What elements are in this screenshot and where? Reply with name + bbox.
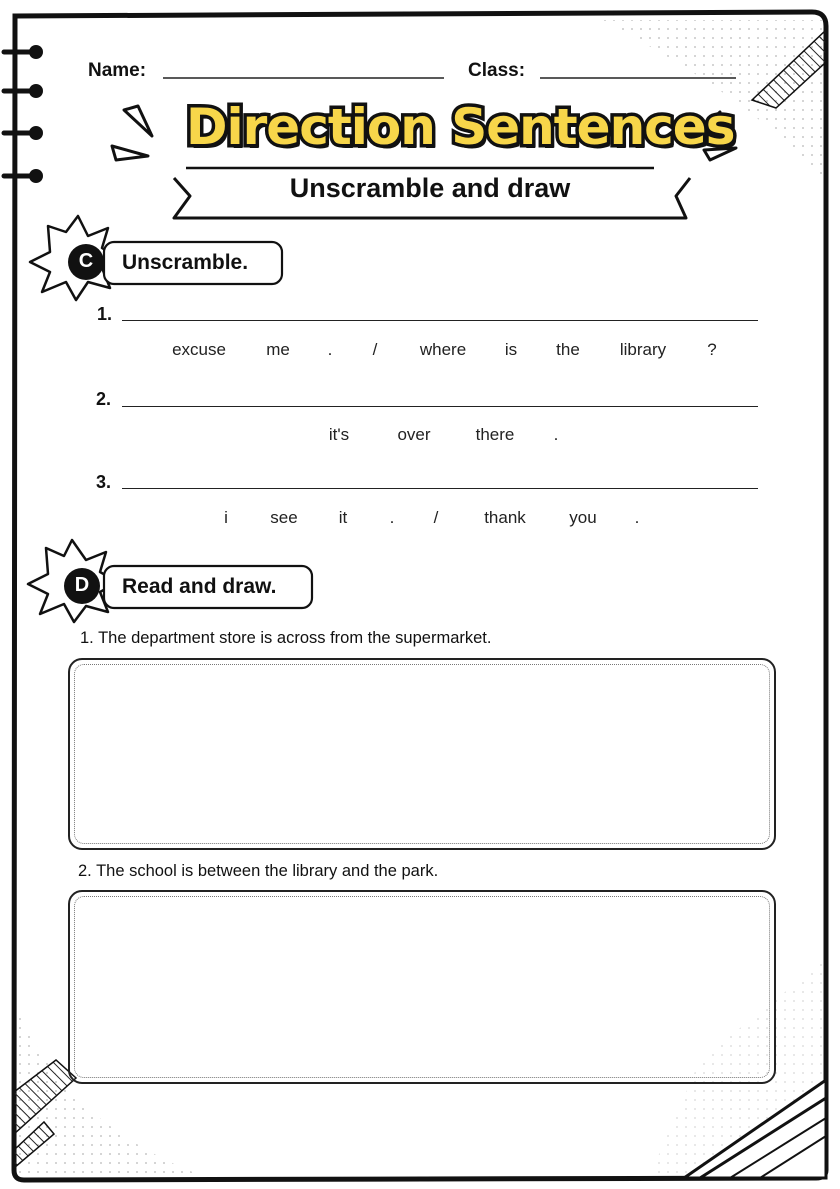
section-d-badge: D: [74, 574, 90, 596]
name-field[interactable]: [163, 56, 444, 80]
scrambled-word: it: [338, 508, 348, 527]
scrambled-word: see: [270, 508, 298, 527]
scrambled-word: thank: [484, 508, 526, 527]
question-number: 1.: [97, 304, 113, 324]
scrambled-word: .: [634, 508, 640, 527]
scrambled-word: library: [619, 340, 667, 359]
draw-prompt: [78, 862, 438, 881]
prompt-text: The department store is across from the supermarket.: [98, 629, 492, 647]
scrambled-word: the: [556, 340, 580, 359]
spiral-ring-icon: [4, 45, 43, 59]
class-field[interactable]: [540, 56, 736, 80]
answer-line[interactable]: [122, 488, 758, 489]
spiral-ring-icon: [4, 84, 43, 98]
answer-line[interactable]: [122, 406, 758, 407]
scrambled-word: over: [397, 425, 431, 444]
scrambled-word: /: [372, 340, 378, 359]
scrambled-word: .: [389, 508, 395, 527]
scrambled-word: me: [266, 340, 290, 359]
drawing-area-dotted-border: [74, 896, 770, 1078]
drawing-area[interactable]: [68, 658, 776, 850]
scrambled-word: is: [504, 340, 518, 359]
prompt-number: 2.: [78, 862, 92, 880]
spiral-ring-icon: [4, 126, 43, 140]
class-label: Class:: [468, 60, 526, 81]
drawing-area-dotted-border: [74, 664, 770, 844]
draw-prompt: [80, 629, 491, 648]
name-label: Name:: [88, 60, 147, 81]
question-number: 3.: [96, 472, 112, 492]
scrambled-word: it's: [328, 425, 350, 444]
worksheet-title: Direction Sentences: [186, 98, 735, 156]
scrambled-word: /: [433, 508, 439, 527]
scrambled-word: .: [553, 425, 559, 444]
scrambled-word: i: [224, 508, 228, 527]
question-number: 2.: [96, 389, 112, 409]
section-c-title: Unscramble.: [122, 251, 249, 274]
scrambled-word: you: [569, 508, 597, 527]
scrambled-word: ?: [707, 340, 717, 359]
drawing-area[interactable]: [68, 890, 776, 1084]
scrambled-word: .: [327, 340, 333, 359]
prompt-number: 1.: [80, 629, 94, 647]
scrambled-word: where: [419, 340, 467, 359]
section-c-badge: C: [78, 250, 94, 272]
scrambled-word: excuse: [172, 340, 226, 359]
worksheet-subtitle: Unscramble and draw: [289, 173, 571, 203]
answer-line[interactable]: [122, 320, 758, 321]
prompt-text: The school is between the library and the park.: [96, 862, 439, 880]
scrambled-word: there: [475, 425, 515, 444]
section-d-title: Read and draw.: [122, 575, 277, 598]
